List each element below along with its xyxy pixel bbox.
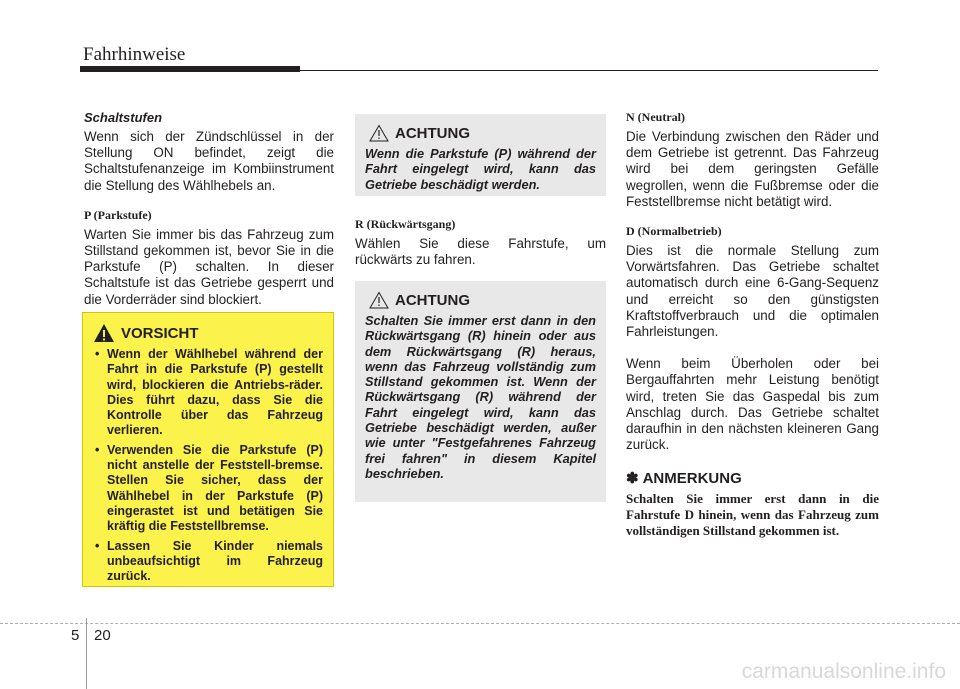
vorsicht-header [93,323,323,343]
achtung-header [365,291,596,309]
d-heading: D (Normalbetrieb) [626,224,722,239]
n-heading: N (Neutral) [626,110,685,124]
star-icon: ✽ [626,470,639,488]
warning-triangle-icon [93,323,115,343]
achtung-title: ACHTUNG [395,291,470,309]
d-paragraph-2: Wenn beim Überholen oder bei Bergauffahrten mehr Leistung benötigt wird, treten Sie das Gaspedal bis zum Anschlag durch. Das Getriebe schaltet daraufhin in den nächsten kleineren Gang zurück. [626,356,879,453]
achtung-text: Schalten Sie immer erst dann in den Rückwärtsgang (R) hinein oder aus dem Rückwärtsgang (R) heraus, wenn das Fahrzeug vollständig zum Stillstand gekommen ist. Wenn der Rückwärtsgang (R) während der Fahrt eingelegt wird, kann das Getriebe beschädigt werden, außer wie unter "Festgefahrenes Fahrzeug frei fahren" in diesem Kapitel beschrieben. [365,313,596,481]
note-title [626,469,879,487]
list-item: • Wenn der Wählhebel während der Fahrt in die Parkstufe (P) gestellt wird, blockieren die Antriebs-räder. Dies führt dazu, dass Sie die Kontrolle über das Fahrzeug verlieren. [95,347,323,438]
reverse-section [355,217,606,268]
header-rule [300,70,878,71]
d-paragraph: Dies ist die normale Stellung zum Vorwärtsfahren. Das Getriebe schaltet automatisch durch eine 6-Gang-Sequenz und erreicht so den günstigsten Kraftstoffverbrauch und die optimalen Fahrleistungen. [626,243,879,340]
list-item: • Verwenden Sie die Parkstufe (P) nicht anstelle der Feststell-bremse. Stellen Sie sicher, dass der Wählhebel in der Parkstufe (P) eingerastet ist und betätigen Sie kräftig die Feststellbremse. [95,442,323,534]
achtung-box-1 [355,114,606,196]
note-text: Schalten Sie immer erst dann in die Fahrstufe D hinein, wenn das Fahrzeug zum vollständigen Stillstand gekommen ist. [626,491,879,539]
intro-paragraph: Wenn sich der Zündschlüssel in der Stellung ON befindet, zeigt die Schaltstufenanzeige im Kombiinstrument die Stellung des Wählhebels an. [84,129,334,193]
section-title: Schaltstufen [84,110,163,125]
footer-separator [86,618,87,689]
page-header-title: Fahrhinweise [83,44,186,65]
note-title-label: ANMERKUNG [642,469,742,487]
footer-divider [0,623,960,624]
header-bar [80,66,300,72]
achtung-text: Wenn die Parkstufe (P) während der Fahrt eingelegt wird, kann das Getriebe beschädigt werden. [365,146,596,192]
section-number: 5 [71,627,80,644]
vorsicht-list [93,347,323,584]
list-item: • Lassen Sie Kinder niemals unbeaufsichtigt im Fahrzeug zurück. [95,538,323,584]
left-column [84,110,334,308]
r-paragraph: Wählen Sie diese Fahrstufe, um rückwärts zu fahren. [355,236,606,268]
p-heading: P (Parkstufe) [84,207,152,222]
right-column [626,110,879,539]
n-paragraph: Die Verbindung zwischen den Räder und dem Getriebe ist getrennt. Das Fahrzeug wird bei dem geringsten Gefälle wegrollen, wenn die Fußbremse oder die Feststellbremse nicht betätigt wird. [626,129,879,209]
r-heading: R (Rückwärtsgang) [355,217,456,231]
page-number: 20 [94,627,111,644]
watermark: carmanualsonline.info [741,660,946,683]
caution-triangle-icon [369,291,389,309]
p-paragraph: Warten Sie immer bis das Fahrzeug zum Stillstand gekommen ist, bevor Sie in die Parkstufe (P) schalten. In dieser Schaltstufe ist das Getriebe gesperrt und die Vorderräder sind blockiert. [84,226,334,307]
caution-triangle-icon [369,124,389,142]
achtung-header [365,124,596,142]
vorsicht-box [82,312,334,587]
achtung-title: ACHTUNG [395,124,470,142]
vorsicht-title: VORSICHT [121,324,199,342]
achtung-box-2 [355,281,606,502]
